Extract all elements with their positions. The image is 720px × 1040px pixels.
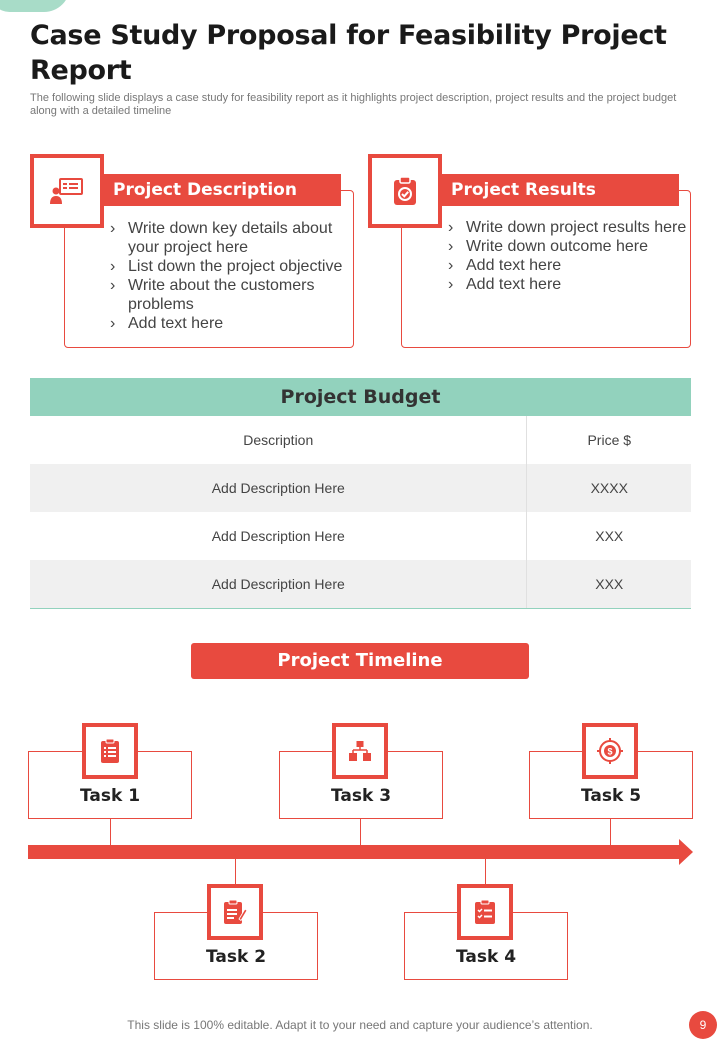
task-icon-frame [582,723,638,779]
table-cell: Add Description Here [30,560,527,608]
task-label: Task 3 [330,786,392,806]
page-title: Case Study Proposal for Feasibility Project Report [30,20,667,86]
connector-line [360,819,361,845]
task-label: Task 1 [79,786,141,806]
clipboard-edit-icon [223,899,247,925]
task-label: Task 5 [580,786,642,806]
bullet-item: › Write about the customers problems [108,276,348,314]
description-bullet-list [108,219,348,333]
budget-table [30,416,691,609]
clipboard-check-icon [393,176,417,206]
page-subtitle: The following slide displays a case study for feasibility report as it highlights project description, project results and the project budget along with a detailed timeline [30,92,677,117]
timeline-arrow [28,845,680,859]
task-icon-frame [82,723,138,779]
task-icon-frame [457,884,513,940]
card-heading: Project Description [101,174,341,206]
corner-decoration [0,0,70,12]
card-icon-frame [368,154,442,228]
connector-line [235,859,236,885]
bullet-item: › Add text here [446,256,690,275]
table-cell: Add Description Here [30,464,527,512]
results-bullet-list [446,218,690,294]
task-icon-frame [207,884,263,940]
clipboard-list-icon [100,738,120,764]
table-header-row [30,416,691,464]
org-chart-icon [348,740,372,762]
table-row [30,560,691,608]
dollar-target-icon [596,737,624,765]
column-header: Price $ [587,432,632,448]
presentation-user-icon [50,177,84,205]
svg-text:$: $ [607,746,613,757]
bullet-item: › Add text here [108,314,348,333]
column-header: Description [30,416,527,464]
card-heading: Project Results [439,174,679,206]
connector-line [110,819,111,845]
page-number-badge: 9 [689,1011,717,1039]
table-cell: Add Description Here [30,512,527,560]
timeline-heading: Project Timeline [191,643,529,679]
connector-line [485,859,486,885]
table-row [30,464,691,512]
card-icon-frame [30,154,104,228]
bullet-item: › Write down project results here [446,218,690,237]
project-budget-section [30,378,691,609]
table-row [30,512,691,560]
task-label: Task 2 [205,947,267,967]
table-cell: XXXX [527,464,691,512]
footer-note: This slide is 100% editable. Adapt it to your need and capture your audience’s attention. [127,1018,593,1032]
connector-line [610,819,611,845]
table-cell: XXX [595,528,624,544]
task-icon-frame [332,723,388,779]
task-label: Task 4 [455,947,517,967]
bullet-item: › Write down key details about your project here [108,219,348,257]
timeline-arrow-head [679,839,693,865]
checklist-icon [474,899,496,925]
bullet-item: › List down the project objective [108,257,348,276]
bullet-item: › Add text here [446,275,690,294]
bullet-item: › Write down outcome here [446,237,690,256]
table-cell: XXX [527,560,691,608]
budget-heading: Project Budget [30,378,691,416]
